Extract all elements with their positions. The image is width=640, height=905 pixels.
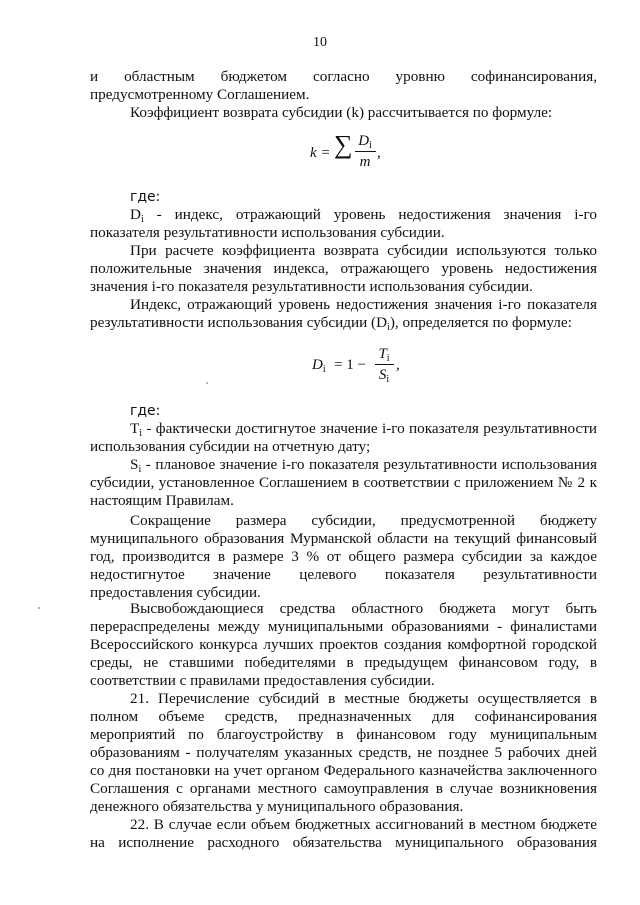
text-line: год, производится в размере 3 % от общего размера субсидии за каждое — [90, 548, 597, 565]
text-line: Ti - фактически достигнутое значение i-го показателя результативности — [130, 420, 597, 439]
text-line: Si - плановое значение i-го показателя результативности использования — [130, 456, 597, 475]
text-line: Di - индекс, отражающий уровень недостижения значения i-го — [130, 206, 597, 225]
text-line: полном объеме средств, предназначенных для софинансирования — [90, 708, 597, 725]
text-line: и областным бюджетом согласно уровню софинансирования, — [90, 68, 597, 85]
text-line: При расчете коэффициента возврата субсидии используются только — [130, 242, 597, 259]
page-number: 10 — [313, 35, 327, 50]
text-line: образованиям - получателям указанных средств, не позднее 5 рабочих дней — [90, 744, 597, 761]
text-line: результативности использования субсидии (Di), определяется по формуле: — [90, 314, 572, 333]
formula-d-eq: = 1 − — [334, 357, 366, 373]
scan-speck — [206, 382, 208, 384]
fraction-bar — [355, 151, 376, 152]
text-line: муниципального образования Мурманской области на текущий финансовый — [90, 530, 597, 547]
text-line: соответствии с правилами предоставления субсидии. — [90, 672, 435, 689]
where-label: где: — [130, 403, 161, 419]
formula-d-numerator: $T_i$ — [378, 346, 390, 364]
text-line: субсидии, установленное Соглашением в соответствии с приложением № 2 к — [90, 474, 597, 491]
formula-k-lhs: k = — [310, 145, 331, 161]
text-line: Высвобождающиеся средства областного бюджета могут быть — [130, 600, 597, 617]
text-line: положительные значения индекса, отражающего уровень недостижения — [90, 260, 597, 277]
formula-d-denominator: $S_i$ — [378, 367, 390, 385]
text-line: Сокращение размера субсидии, предусмотренной бюджету — [130, 512, 597, 529]
where-label: где: — [130, 189, 161, 205]
text-line: среды, не ставшими победителями в предыдущем финансовом году, в — [90, 654, 597, 671]
sum-symbol: ∑ — [334, 130, 353, 159]
text-line: со дня постановки на учет органом Федерального казначейства заключенного — [90, 762, 597, 779]
formula-k-denominator: m — [359, 154, 371, 170]
text-line: предоставления субсидии. — [90, 584, 261, 601]
formula-k-tail: , — [377, 145, 381, 161]
text-line: 21. Перечисление субсидий в местные бюджеты осуществляется в — [130, 690, 597, 707]
text-line: использования субсидии на отчетную дату; — [90, 438, 371, 455]
text-line: денежного обязательства у муниципального образования. — [90, 798, 464, 815]
text-line: показателя результативности использования субсидии. — [90, 224, 445, 241]
text-line: перераспределены между муниципальными образованиями - финалистами — [90, 618, 597, 635]
scan-speck — [38, 607, 40, 609]
text-line: Соглашения с органами местного самоуправления в случае возникновения — [90, 780, 597, 797]
text-line: предусмотренному Соглашением. — [90, 86, 310, 103]
text-line: недостигнутое значение целевого показателя результативности — [90, 566, 597, 583]
text-line: Коэффициент возврата субсидии (k) рассчитывается по формуле: — [130, 104, 553, 121]
text-line: на исполнение расходного обязательства муниципального образования — [90, 834, 597, 851]
text-line: Всероссийского конкурса лучших проектов создания комфортной городской — [90, 636, 597, 653]
formula-d-lhs: $D_i$ — [312, 357, 326, 375]
formula-k-numerator: $D_i$ — [358, 133, 372, 151]
text-line: 22. В случае если объем бюджетных ассигнований в местном бюджете — [130, 816, 597, 833]
fraction-bar — [375, 364, 394, 365]
text-line: значения i-го показателя результативности использования субсидии. — [90, 278, 533, 295]
formula-d-tail: , — [396, 357, 400, 373]
text-line: Индекс, отражающий уровень недостижения значения i-го показателя — [130, 296, 597, 313]
text-line: настоящим Правилам. — [90, 492, 234, 509]
text-line: мероприятий по благоустройству в финансовом году муниципальным — [90, 726, 597, 743]
